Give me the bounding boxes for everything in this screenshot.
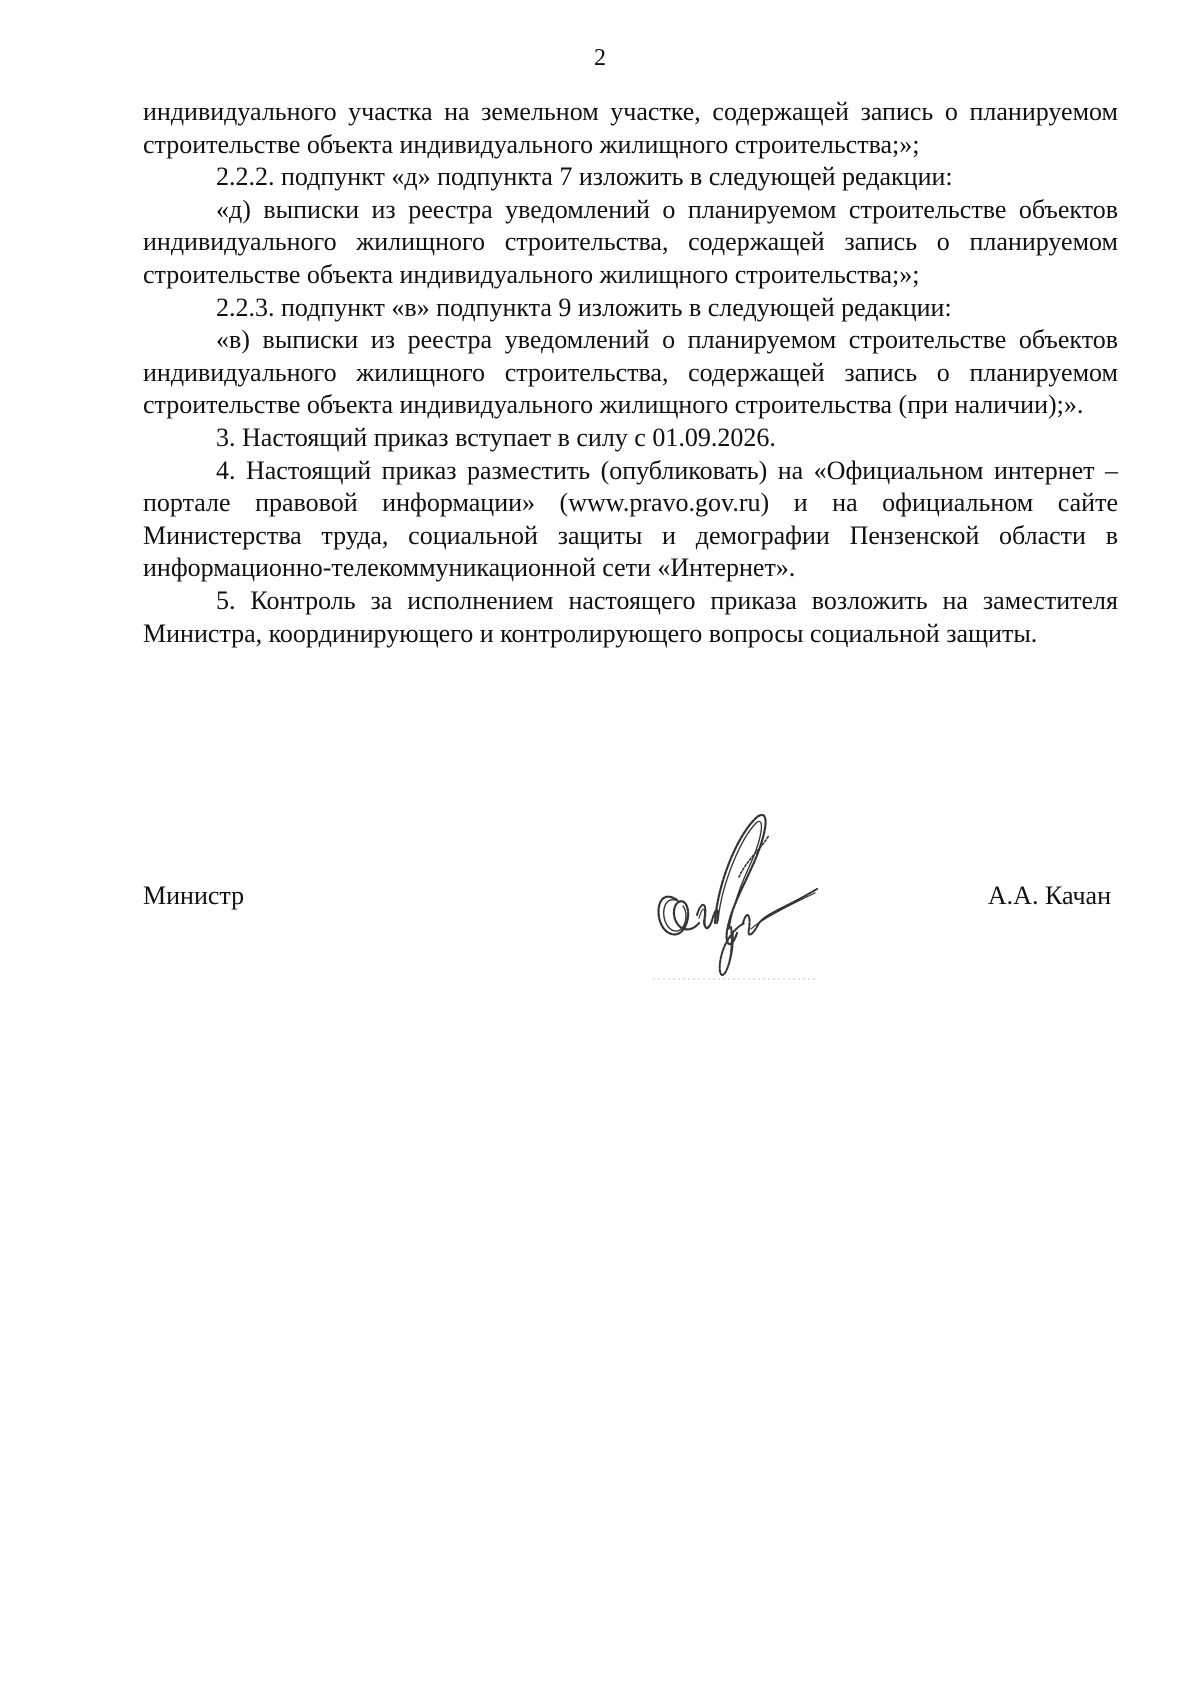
paragraph-item-5: 5. Контроль за исполнением настоящего приказа возложить на заместителя Министра, координирующего и контролирующего вопросы социальной защиты.	[143, 585, 1118, 648]
paragraph-continuation: индивидуального участка на земельном участке, содержащей запись о планируемом строительстве объекта индивидуального жилищного строительства;»;	[143, 97, 1118, 159]
signer-name: А.А. Качан	[987, 881, 1111, 910]
paragraph-item-3: 3. Настоящий приказ вступает в силу с 01.09.2026.	[216, 422, 776, 452]
signer-title: Министр	[143, 881, 245, 910]
paragraph-item-4: 4. Настоящий приказ разместить (опубликовать) на «Официальном интернет – портале правовой информации» (www.pravo.gov.ru) и на официальном сайте Министерства труда, социальной защиты и демографии Пензенской области в информационно-телекоммуникационной сети «Интернет».	[143, 455, 1118, 583]
paragraph-item-2-2-2: 2.2.2. подпункт «д» подпункта 7 изложить в следующей редакции:	[216, 162, 953, 192]
paragraph-item-2-2-2-text: «д) выписки из реестра уведомлений о планируемом строительстве объектов индивидуального жилищного строительства, содержащей запись о планируемом строительстве объекта индивидуального жилищного строительства;»;	[143, 194, 1118, 289]
paragraph-item-2-2-3-text: «в) выписки из реестра уведомлений о планируемом строительстве объектов индивидуального жилищного строительства, содержащей запись о планируемом строительстве объекта индивидуального жилищного строительства (при наличии);».	[143, 325, 1118, 420]
paragraph-item-2-2-3: 2.2.3. подпункт «в» подпункта 9 изложить в следующей редакции:	[216, 292, 952, 322]
page-number: 2	[594, 45, 606, 71]
handwritten-signature-icon	[647, 805, 825, 983]
document-body	[143, 96, 1118, 650]
